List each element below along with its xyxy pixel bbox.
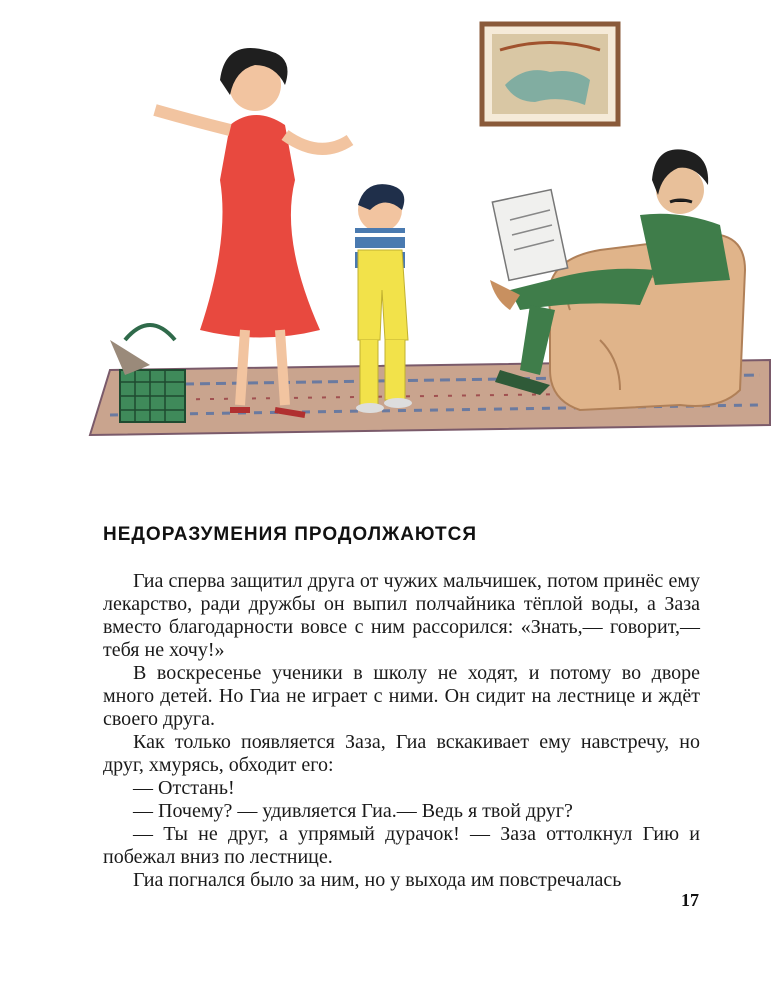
dialog-line: — Отстань!: [133, 777, 235, 799]
body-text: [103, 570, 700, 892]
dialog-line: — Ты не друг, а упрямый дурачок! — Заза оттолкнул Гию и побежал вниз по лестнице.: [103, 823, 700, 868]
paragraph: Гиа погнался было за ним, но у выхода им повстречалась: [133, 869, 622, 891]
dialog-line: — Почему? — удивляется Гиа.— Ведь я твой друг?: [133, 800, 573, 822]
page-number: 17: [681, 890, 699, 910]
section-heading: НЕДОРАЗУМЕНИЯ ПРОДОЛЖАЮТСЯ: [103, 524, 478, 545]
basket: [110, 325, 185, 422]
paragraph: Как только появляется Заза, Гиа вскакивает ему навстречу, но друг, хмурясь, обходит его:: [103, 731, 700, 776]
paragraph: В воскресенье ученики в школу не ходят, и потому во дворе много детей. Но Гиа не играет с ними. Он сидит на лестнице и ждёт своего друга.: [103, 662, 700, 730]
family-scene-illustration: [80, 10, 780, 450]
wall-painting: [482, 24, 618, 124]
woman-figure: [155, 48, 350, 415]
paragraph: Гиа сперва защитил друга от чужих мальчишек, потом принёс ему лекарство, ради дружбы он выпил полчайника тёплой воды, а Заза вместо благодарности вовсе с ним рассорился: «Знать,— говорит,— тебя не хочу!»: [103, 570, 700, 661]
illustration: [80, 10, 780, 450]
